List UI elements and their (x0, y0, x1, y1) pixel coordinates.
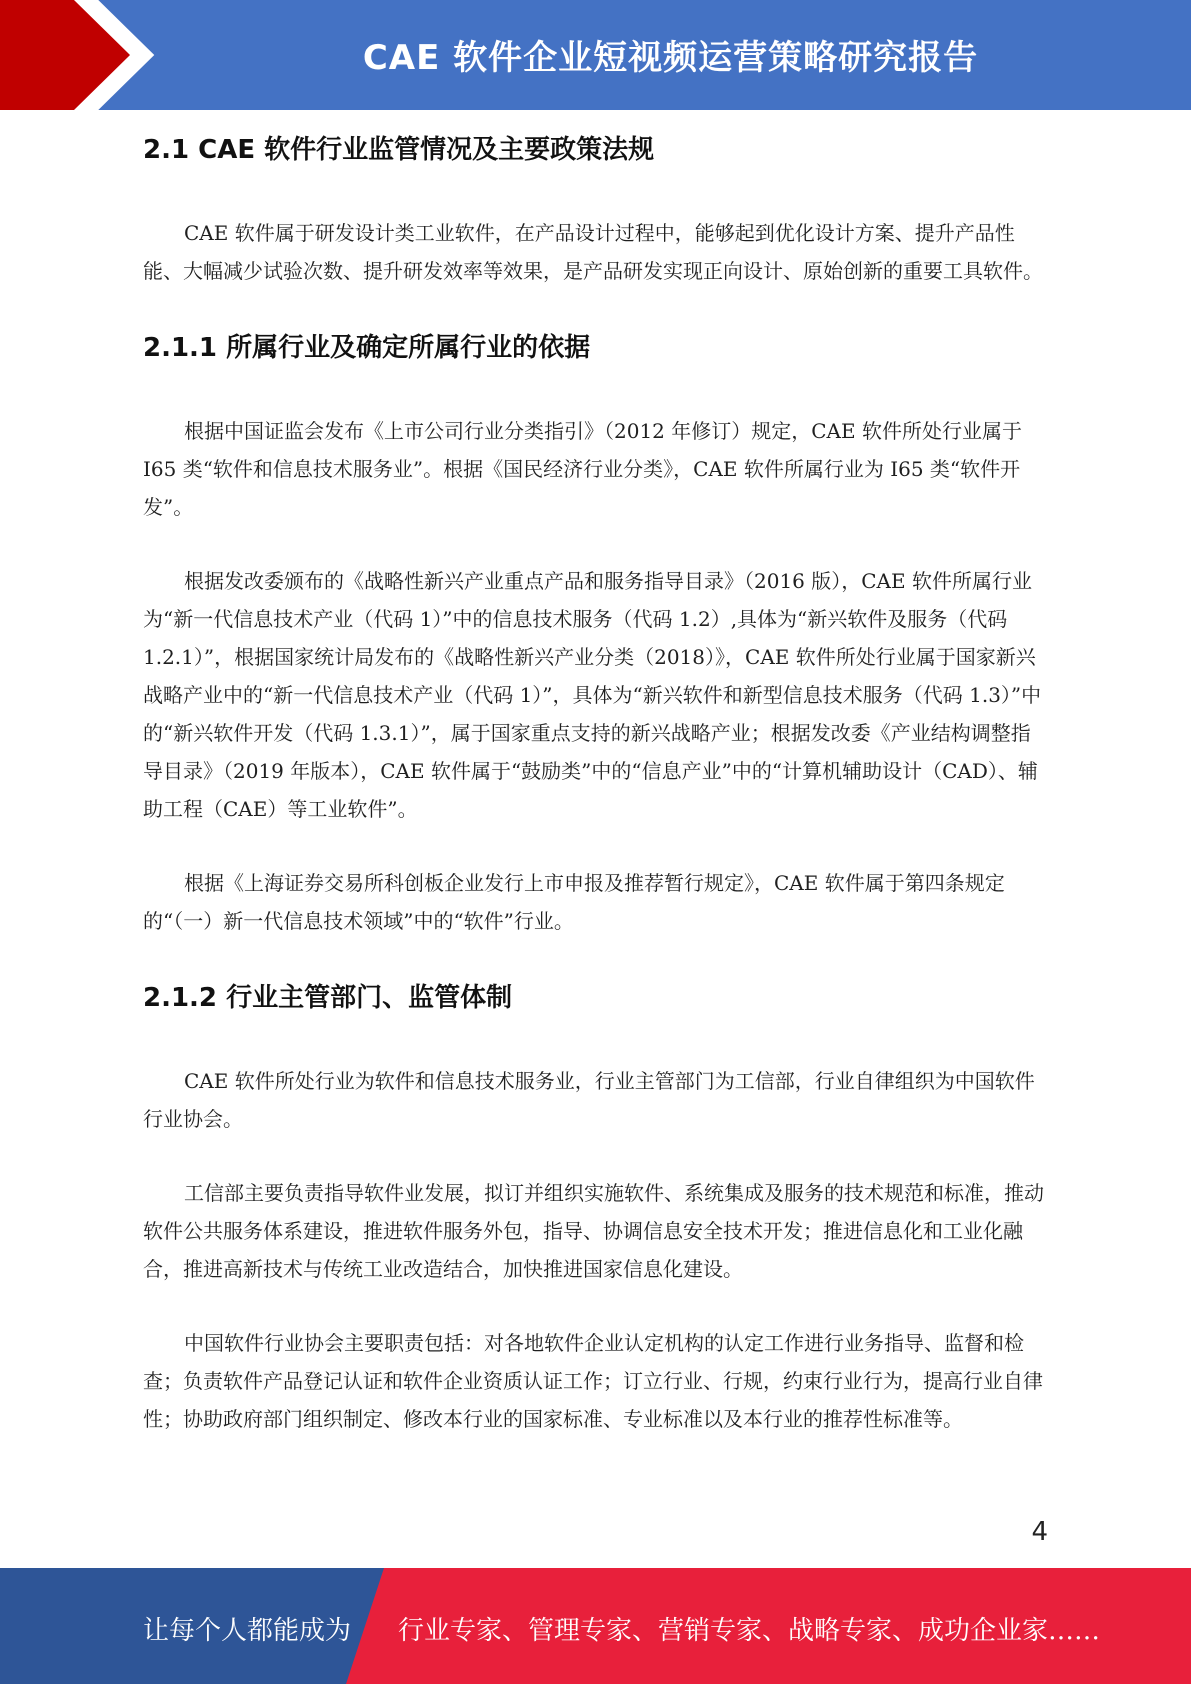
section-heading-2-1: 2.1 CAE 软件行业监管情况及主要政策法规 (143, 135, 655, 165)
section-heading-2-1-1: 2.1.1 所属行业及确定所属行业的依据 (143, 333, 591, 363)
paragraph: CAE 软件属于研发设计类工业软件，在产品设计过程中，能够起到优化设计方案、提升产品性能、大幅减少试验次数、提升研发效率等效果，是产品研发实现正向设计、原始创新的重要工具软件。 (143, 221, 1043, 283)
paragraph: 根据发改委颁布的《战略性新兴产业重点产品和服务指导目录》（2016 版），CAE 软件所属行业为“新一代信息技术产业（代码 1）”中的信息技术服务（代码 1.2）,具体为“新兴软件及服务（代码 1.2.1）”，根据国家统计局发布的《战略性新兴产业分类（2018）》，CAE 软件所处行业属于国家新兴战略产业中的“新一代信息技术产业（代码 1）”，具体为“新兴软件和新型信息技术服务（代码 1.3）”中的“新兴软件开发（代码 1.3.1）”，属于国家重点支持的新兴战略产业；根据发改委《产业结构调整指导目录》（2019 年版本），CAE 软件属于“鼓励类”中的“信息产业”中的“计算机辅助设计（CAD）、辅助工程（CAE）等工业软件”。 (143, 569, 1042, 821)
page-header (0, 0, 1191, 110)
footer-slogan-left: 让每个人都能成为 (143, 1616, 352, 1646)
paragraph: CAE 软件所处行业为软件和信息技术服务业，行业主管部门为工信部，行业自律组织为中国软件行业协会。 (143, 1069, 1035, 1131)
paragraph: 中国软件行业协会主要职责包括：对各地软件企业认定机构的认定工作进行业务指导、监督和检查；负责软件产品登记认证和软件企业资质认证工作；订立行业、行规，约束行业行为，提高行业自律性；协助政府部门组织制定、修改本行业的国家标准、专业标准以及本行业的推荐性标准等。 (143, 1331, 1043, 1431)
paragraph: 根据中国证监会发布《上市公司行业分类指引》（2012 年修订）规定，CAE 软件所处行业属于 I65 类“软件和信息技术服务业”。根据《国民经济行业分类》，CAE 软件所属行业为 I65 类“软件开发”。 (143, 419, 1022, 519)
page-number: 4 (1031, 1517, 1048, 1547)
paragraph: 工信部主要负责指导软件业发展，拟订并组织实施软件、系统集成及服务的技术规范和标准，推动软件公共服务体系建设，推进软件服务外包，指导、协调信息安全技术开发；推进信息化和工业化融合，推进高新技术与传统工业改造结合，加快推进国家信息化建设。 (143, 1181, 1044, 1281)
section-heading-2-1-2: 2.1.2 行业主管部门、监管体制 (143, 983, 513, 1013)
footer-slogan-right: 行业专家、管理专家、营销专家、战略专家、成功企业家…… (398, 1616, 1101, 1646)
page-footer (0, 1568, 1191, 1684)
red-arrow-icon (0, 0, 160, 110)
main-content (143, 128, 1045, 1438)
paragraph: 根据《上海证券交易所科创板企业发行上市申报及推荐暂行规定》，CAE 软件属于第四条规定的“（一）新一代信息技术领域”中的“软件”行业。 (143, 871, 1005, 933)
report-title: CAE 软件企业短视频运营策略研究报告 (362, 38, 979, 78)
